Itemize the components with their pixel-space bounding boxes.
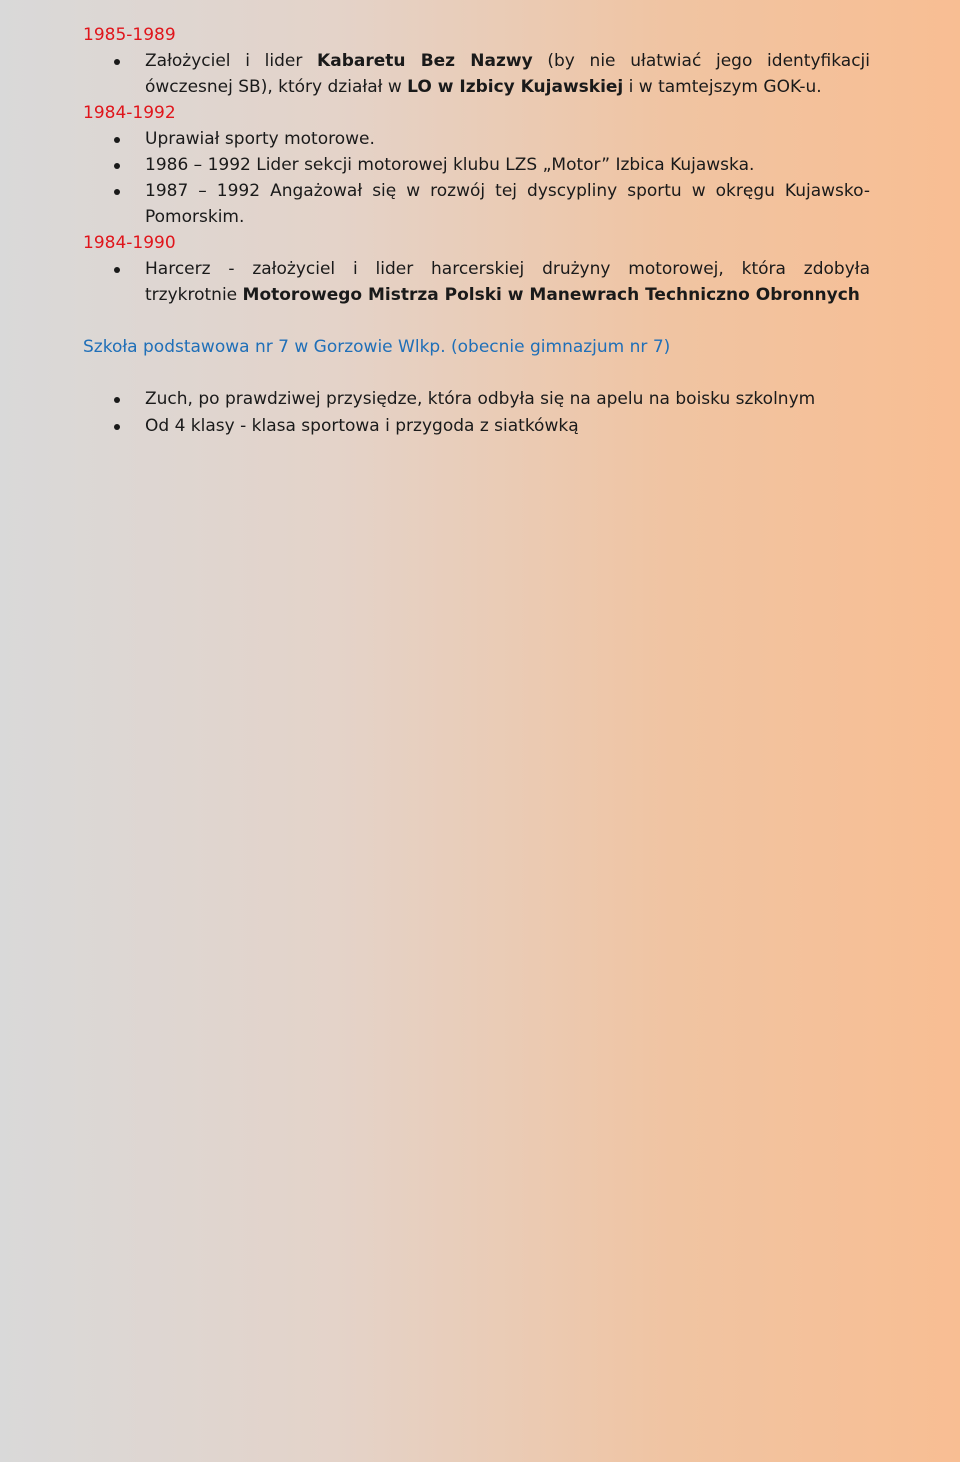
year-heading: 1985-1989 bbox=[83, 25, 176, 45]
bullet-icon bbox=[114, 267, 120, 273]
bold-text: Motorowego Mistrza Polski w Manewrach Techniczno Obronnych bbox=[242, 285, 860, 305]
year-heading: 1984-1992 bbox=[83, 103, 176, 123]
list-item bbox=[83, 48, 870, 100]
bullet-icon bbox=[114, 137, 120, 143]
list-item-line: Harcerz - założyciel i lider harcerskiej drużyny motorowej, która zdobyła bbox=[145, 259, 870, 279]
bullet-list bbox=[83, 126, 870, 230]
year-heading: 1984-1990 bbox=[83, 233, 176, 253]
list-item-text: Uprawiał sporty motorowe. bbox=[145, 129, 375, 149]
document-page bbox=[83, 22, 870, 440]
bullet-icon bbox=[114, 189, 120, 195]
text-run: ówczesnej SB), który działał w bbox=[145, 77, 408, 97]
bullet-list bbox=[83, 386, 870, 440]
text-run: Założyciel i lider bbox=[145, 51, 318, 71]
bullet-icon bbox=[114, 397, 120, 403]
list-item-text: Od 4 klasy - klasa sportowa i przygoda z siatkówką bbox=[145, 416, 579, 436]
bullet-icon bbox=[114, 59, 120, 65]
text-run: trzykrotnie bbox=[145, 285, 243, 305]
list-item-text: Zuch, po prawdziwej przysiędze, która odbyła się na apelu na boisku szkolnym bbox=[145, 389, 816, 409]
list-item bbox=[83, 126, 870, 152]
bullet-icon bbox=[114, 424, 120, 430]
list-item bbox=[83, 178, 870, 230]
bullet-list bbox=[83, 256, 870, 308]
text-run: i w tamtejszym GOK-u. bbox=[623, 77, 822, 97]
list-item-line: 1987 – 1992 Angażował się w rozwój tej dyscypliny sportu w okręgu Kujawsko- bbox=[145, 181, 870, 201]
list-item bbox=[83, 152, 870, 178]
list-item-line bbox=[145, 282, 870, 308]
list-item bbox=[83, 386, 870, 413]
list-item-text: 1986 – 1992 Lider sekcji motorowej klubu LZS „Motor” Izbica Kujawska. bbox=[145, 155, 755, 175]
school-heading: Szkoła podstawowa nr 7 w Gorzowie Wlkp. (obecnie gimnazjum nr 7) bbox=[83, 337, 671, 357]
list-item-line bbox=[145, 48, 870, 74]
bullet-icon bbox=[114, 163, 120, 169]
list-item-line bbox=[145, 74, 870, 100]
bullet-list bbox=[83, 48, 870, 100]
list-item bbox=[83, 256, 870, 308]
bold-text: LO w Izbicy Kujawskiej bbox=[407, 77, 624, 97]
list-item-line: Pomorskim. bbox=[145, 207, 245, 227]
bold-text: Kabaretu Bez Nazwy bbox=[317, 51, 533, 71]
list-item bbox=[83, 413, 870, 440]
text-run: (by nie ułatwiać jego identyfikacji bbox=[532, 51, 870, 71]
